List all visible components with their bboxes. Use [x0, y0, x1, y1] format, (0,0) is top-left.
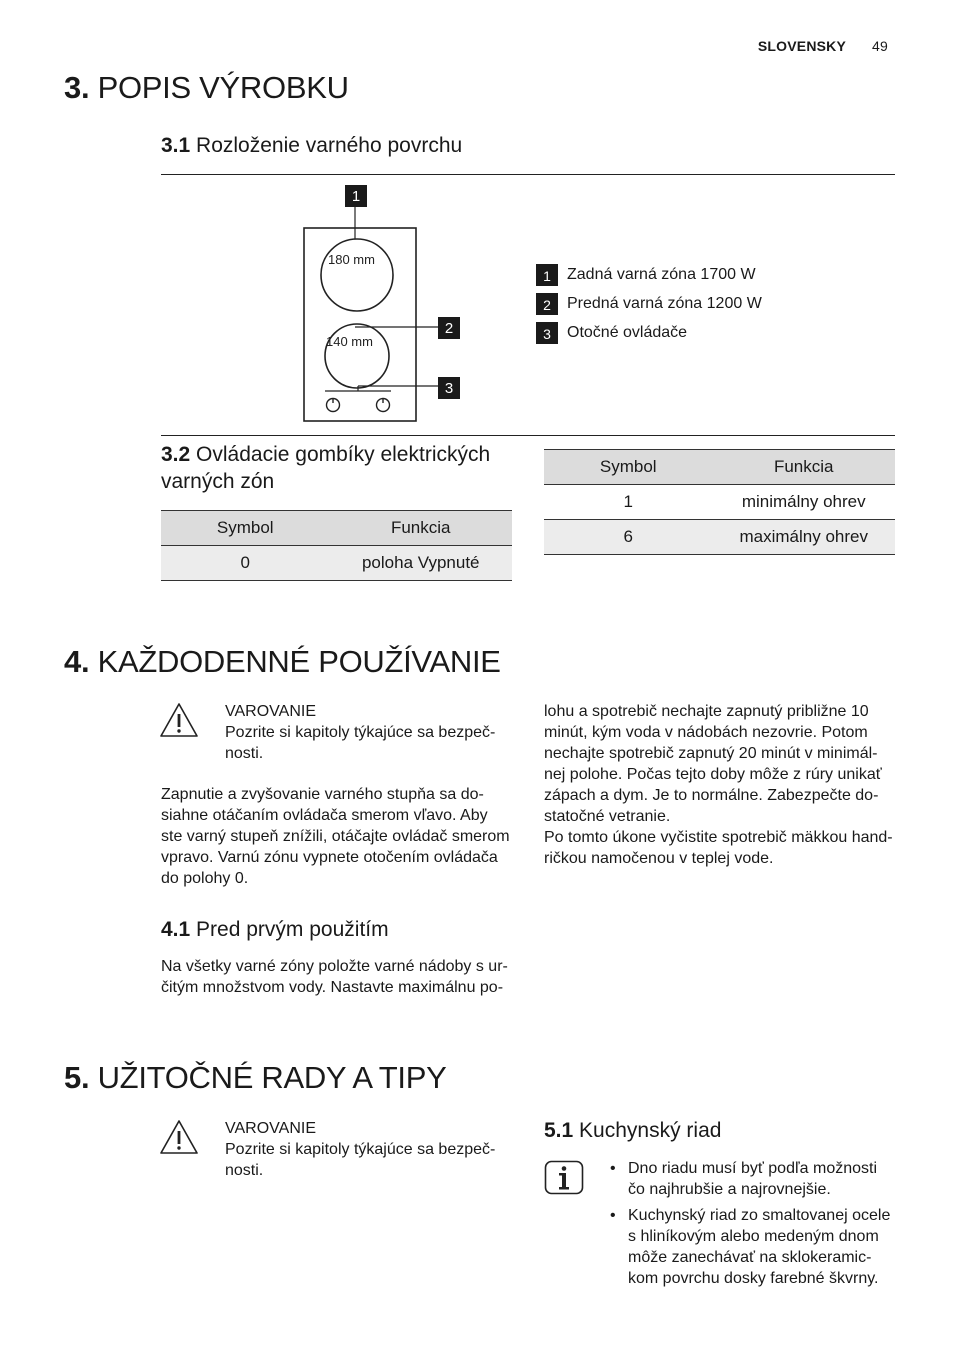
header-language: SLOVENSKY — [757, 38, 847, 54]
table-cell-symbol: 1 — [544, 485, 712, 520]
subsection-5-1-heading — [544, 1117, 721, 1144]
list-item-line: • Dno riadu musí byť podľa možnosti — [628, 1160, 878, 1177]
subsection-5-1-title: Kuchynský riad — [579, 1119, 722, 1142]
paragraph-line: lohu a spotrebič nechajte zapnutý približne 10 — [544, 703, 869, 720]
paragraph-line: ričkou namočenou v teplej vode. — [544, 850, 774, 867]
paragraph-line: vpravo. Varnú zónu vypnete otočením ovládača — [161, 849, 498, 866]
front-zone-diameter-label: 140 mm — [326, 334, 373, 349]
table-row — [161, 546, 512, 581]
table-header-symbol: Symbol — [544, 450, 712, 485]
legend-item — [536, 260, 762, 289]
table-cell-function: poloha Vypnuté — [329, 546, 512, 581]
legend-text: Otočné ovládače — [567, 323, 688, 341]
table-row — [544, 485, 895, 520]
warning-block — [225, 702, 495, 764]
info-icon — [544, 1160, 584, 1196]
paragraph-line: Po tomto úkone vyčistite spotrebič mäkkou hand- — [544, 829, 893, 846]
warning-text-line2: nosti. — [225, 1162, 264, 1179]
list-item — [608, 1158, 908, 1200]
list-item-line: • Kuchynský riad zo smaltovanej ocele — [628, 1207, 891, 1224]
subsection-3-2-heading — [161, 441, 490, 495]
section-3-number: 3. — [64, 70, 90, 105]
first-use-paragraph-continued — [544, 701, 904, 869]
list-item-line: kom povrchu dosky farebné škvrny. — [628, 1270, 879, 1287]
subsection-3-1-title: Rozloženie varného povrchu — [196, 134, 463, 157]
paragraph-line: nechajte spotrebič zapnutý 20 minút v minimál- — [544, 745, 878, 762]
callout-2-label: 2 — [444, 320, 454, 337]
diagram-legend — [536, 260, 762, 347]
paragraph-line: ste varný stupeň znížili, otáčajte ovládač smerom — [161, 828, 510, 845]
page-number: 49 — [872, 38, 888, 54]
hob-layout-diagram — [290, 180, 480, 430]
legend-text: Predná varná zóna 1200 W — [567, 294, 762, 312]
legend-badge: 3 — [536, 322, 558, 344]
paragraph-line: Na všetky varné zóny položte varné nádoby s ur- — [161, 958, 508, 975]
table-row — [544, 520, 895, 555]
legend-item — [536, 289, 762, 318]
paragraph-line: minút, kým voda v nádobách nezovrie. Potom — [544, 724, 868, 741]
table-header-function: Funkcia — [329, 511, 512, 546]
table-cell-symbol: 0 — [161, 546, 329, 581]
section-4-title: KAŽDODENNÉ POUŽÍVANIE — [97, 644, 501, 679]
table-cell-function: minimálny ohrev — [712, 485, 895, 520]
list-item — [608, 1205, 908, 1289]
warning-title: VAROVANIE — [225, 703, 316, 720]
subsection-5-1-number: 5.1 — [544, 1119, 574, 1142]
table-header-symbol: Symbol — [161, 511, 329, 546]
section-divider — [161, 174, 895, 175]
subsection-3-2-title-line2: varných zón — [161, 470, 275, 493]
paragraph-line: čitým množstvom vody. Nastavte maximálnu po- — [161, 979, 504, 996]
rear-zone-diameter-label: 180 mm — [328, 252, 375, 267]
legend-item — [536, 318, 762, 347]
section-3-title: POPIS VÝROBKU — [97, 70, 349, 105]
legend-badge: 2 — [536, 293, 558, 315]
warning-title: VAROVANIE — [225, 1120, 316, 1137]
paragraph-line: siahne otáčaním ovládača smerom vľavo. Aby — [161, 807, 488, 824]
section-3-heading — [64, 70, 349, 106]
paragraph-line: statočné vetranie. — [544, 808, 671, 825]
section-4-heading — [64, 644, 501, 680]
list-item-line: čo najhrubšie a najrovnejšie. — [628, 1181, 831, 1198]
warning-triangle-icon — [159, 1119, 199, 1155]
first-use-paragraph — [161, 956, 521, 998]
warning-text-line1: Pozrite si kapitoly týkajúce sa bezpeč- — [225, 1141, 496, 1158]
warning-triangle-icon — [159, 702, 199, 738]
usage-paragraph — [161, 784, 521, 889]
callout-1-label: 1 — [351, 188, 361, 205]
section-divider — [161, 435, 895, 436]
warning-block — [225, 1119, 495, 1181]
subsection-4-1-heading — [161, 916, 389, 943]
subsection-3-2-number: 3.2 — [161, 443, 191, 466]
table-cell-symbol: 6 — [544, 520, 712, 555]
table-cell-function: maximálny ohrev — [712, 520, 895, 555]
section-5-title: UŽITOČNÉ RADY A TIPY — [97, 1060, 447, 1095]
list-item-line: s hliníkovým alebo medeným dnom — [628, 1228, 879, 1245]
page-header — [758, 38, 888, 54]
subsection-3-1-heading — [161, 132, 462, 159]
knob-symbol-table-right — [544, 449, 895, 555]
knob-symbol-table-left — [161, 510, 512, 581]
list-item-line: môže zanechávať na sklokeramic- — [628, 1249, 872, 1266]
subsection-3-1-number: 3.1 — [161, 134, 191, 157]
subsection-4-1-title: Pred prvým použitím — [196, 918, 389, 941]
legend-text: Zadná varná zóna 1700 W — [567, 265, 756, 283]
subsection-3-2-title-line1: Ovládacie gombíky elektrických — [196, 443, 491, 466]
paragraph-line: Zapnutie a zvyšovanie varného stupňa sa do- — [161, 786, 484, 803]
paragraph-line: do polohy 0. — [161, 870, 249, 887]
cookware-tips-list — [608, 1158, 908, 1294]
section-4-number: 4. — [64, 644, 90, 679]
paragraph-line: nej polohe. Počas tejto doby môže z rúry unikať — [544, 766, 882, 783]
section-5-number: 5. — [64, 1060, 90, 1095]
callout-3-label: 3 — [444, 380, 454, 397]
legend-badge: 1 — [536, 264, 558, 286]
section-5-heading — [64, 1060, 446, 1096]
subsection-4-1-number: 4.1 — [161, 918, 191, 941]
paragraph-line: zápach a dym. Je to normálne. Zabezpečte do- — [544, 787, 879, 804]
warning-text-line1: Pozrite si kapitoly týkajúce sa bezpeč- — [225, 724, 496, 741]
table-header-function: Funkcia — [712, 450, 895, 485]
warning-text-line2: nosti. — [225, 745, 264, 762]
rear-cooking-zone — [321, 239, 393, 311]
